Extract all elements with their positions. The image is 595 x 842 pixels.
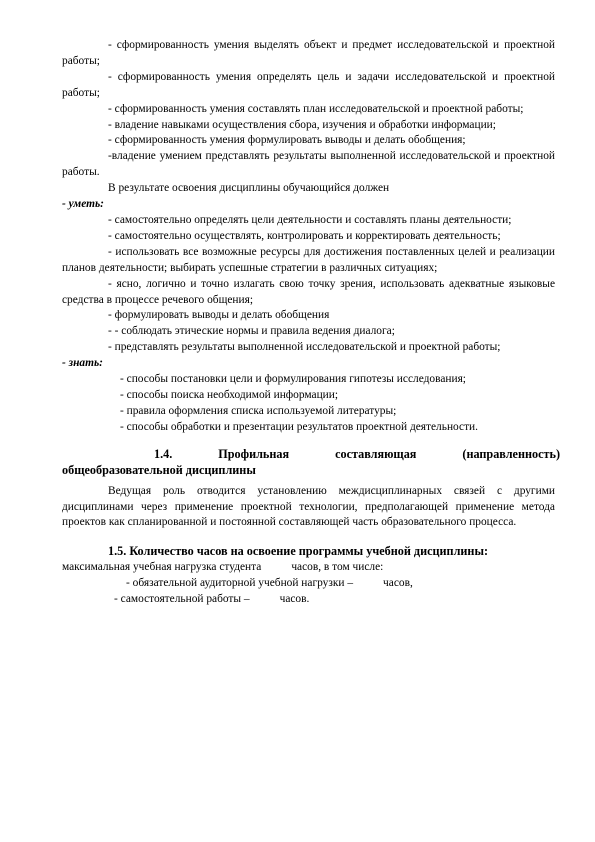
list-item: - ясно, логично и точно излагать свою точку зрения, использовать адекватные языковые средства в процессе речевого общения; bbox=[62, 277, 555, 306]
list-item: - способы поиска необходимой информации; bbox=[120, 388, 339, 401]
section-1-4-body: Ведущая роль отводится установлению междисциплинарных связей с другими дисциплинами через применение проектной технологии, предполагающей применение метода проектов как спланированной и постоянной составляющей часть образовательного процесса. bbox=[62, 484, 555, 529]
section-1-5-heading: 1.5. Количество часов на освоение программы учебной дисциплины: bbox=[108, 544, 489, 559]
list-item: - самостоятельно осуществлять, контролировать и корректировать деятельность; bbox=[108, 229, 501, 242]
independent-work-suffix: часов. bbox=[279, 592, 310, 605]
heading-part: Профильная bbox=[218, 446, 290, 461]
umet-list bbox=[62, 213, 555, 356]
classroom-load-line bbox=[62, 576, 555, 592]
classroom-load-suffix: часов, bbox=[383, 576, 413, 589]
list-item: - формулировать выводы и делать обобщения bbox=[108, 309, 330, 322]
max-load-line bbox=[62, 560, 555, 576]
list-item: - самостоятельно определять цели деятельности и составлять планы деятельности; bbox=[108, 213, 512, 226]
znat-label: - знать: bbox=[62, 357, 103, 370]
list-item: - сформированность умения формулировать выводы и делать обобщения; bbox=[108, 134, 466, 147]
max-load-suffix: часов, в том числе: bbox=[291, 560, 384, 573]
list-item: - представлять результаты выполненной исследовательской и проектной работы; bbox=[108, 341, 501, 354]
heading-part: (направленность) bbox=[462, 446, 561, 461]
list-item: - правила оформления списка используемой литературы; bbox=[120, 404, 397, 417]
list-item: - - соблюдать этические нормы и правила ведения диалога; bbox=[108, 325, 395, 338]
list-item: - использовать все возможные ресурсы для достижения поставленных целей и реализации планов деятельности; выбирать успешные стратегии в различных ситуациях; bbox=[62, 245, 555, 274]
section-1-4-heading-line2: общеобразовательной дисциплины bbox=[62, 463, 256, 478]
list-item: - сформированность умения выделять объект и предмет исследовательской и проектной работы; bbox=[62, 39, 555, 67]
heading-part: составляющая bbox=[335, 446, 417, 461]
list-item: -владение умением представлять результаты выполненной исследовательской и проектной работы. bbox=[62, 150, 555, 179]
section-1-4-heading-line1 bbox=[62, 446, 561, 463]
section-1-4-heading bbox=[62, 446, 561, 479]
umet-label: - уметь: bbox=[62, 198, 104, 211]
document-page bbox=[62, 38, 561, 608]
competency-list bbox=[62, 38, 555, 181]
list-item: - способы обработки и презентации результатов проектной деятельности. bbox=[120, 420, 478, 433]
list-item: - владение навыками осуществления сбора, изучения и обработки информации; bbox=[108, 118, 496, 131]
independent-work-text: - самостоятельной работы – bbox=[114, 592, 250, 605]
znat-list bbox=[62, 372, 555, 436]
list-item: - сформированность умения составлять план исследовательской и проектной работы; bbox=[108, 102, 524, 115]
classroom-load-text: - обязательной аудиторной учебной нагрузки – bbox=[126, 576, 354, 589]
independent-work-line bbox=[62, 592, 555, 608]
heading-part: 1.4. bbox=[154, 446, 173, 461]
list-item: - сформированность умения определять цель и задачи исследовательской и проектной работы; bbox=[62, 70, 555, 99]
max-load-text: максимальная учебная нагрузка студента bbox=[62, 560, 262, 573]
result-intro: В результате освоения дисциплины обучающийся должен bbox=[108, 182, 390, 195]
list-item: - способы постановки цели и формулирования гипотезы исследования; bbox=[120, 373, 466, 386]
